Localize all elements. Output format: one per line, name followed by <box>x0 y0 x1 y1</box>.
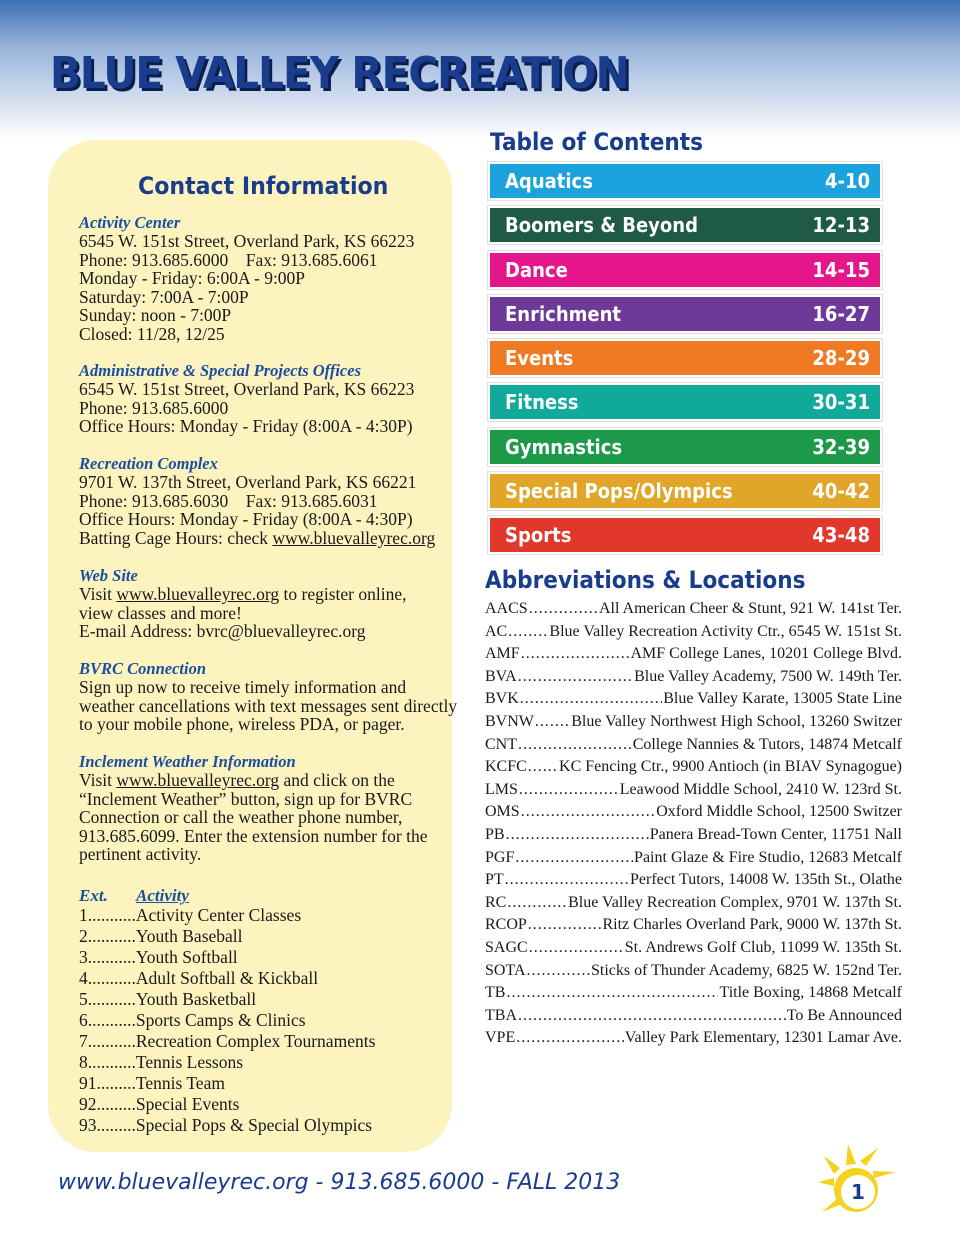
abbreviation-location: AMF College Lanes, 10201 College Blvd. <box>630 645 902 663</box>
abbreviation-code: SAGC <box>485 938 528 956</box>
website-link[interactable]: www.bluevalleyrec.org <box>272 527 436 548</box>
toc-item <box>488 339 882 377</box>
text-suffix: and click on the <box>279 770 395 790</box>
page-title: BLUE VALLEY RECREATION <box>50 48 629 99</box>
abbreviation-code: VPE <box>485 1029 516 1047</box>
section-title: BVRC Connection <box>79 659 206 678</box>
abbreviations-heading: Abbreviations & Locations <box>485 566 806 594</box>
abbreviation-row <box>485 1029 902 1052</box>
extension-row <box>79 926 451 947</box>
address-line: 6545 W. 151st Street, Overland Park, KS 66223 <box>79 231 415 251</box>
extension-activity: Activity Center Classes <box>135 905 302 925</box>
abbreviation-row <box>485 849 902 872</box>
leader-dots <box>521 803 656 821</box>
abbreviation-row <box>485 713 902 736</box>
extension-number: 1........... <box>79 905 136 925</box>
leader-dots <box>520 690 662 708</box>
body-line <box>79 771 451 790</box>
extension-row <box>79 1115 451 1136</box>
extension-number: 92......... <box>79 1094 136 1114</box>
abbreviation-code: SOTA <box>485 961 526 979</box>
abbreviation-row <box>485 939 902 962</box>
toc-item <box>488 295 882 333</box>
toc-heading: Table of Contents <box>490 128 703 156</box>
abbreviation-location: All American Cheer & Stunt, 921 W. 141st Ter. <box>598 600 902 617</box>
abbreviation-row <box>485 826 902 849</box>
abbreviation-code: TB <box>485 984 506 1002</box>
abbreviation-code: BVK <box>485 690 519 708</box>
extension-activity: Sports Camps & Clinics <box>135 1010 306 1030</box>
abbreviation-location: Blue Valley Karate, 13005 State Line <box>663 690 902 708</box>
toc-item-pages: 32-39 <box>812 434 870 459</box>
toc-item-label: Gymnastics <box>505 434 623 459</box>
abbreviation-location: Panera Bread-Town Center, 11751 Nall <box>649 825 902 843</box>
toc-item-label: Aquatics <box>505 169 593 193</box>
body-line: “Inclement Weather” button, sign up for BVRC <box>79 788 413 809</box>
extension-activity: Youth Baseball <box>135 926 243 946</box>
toc-item <box>488 162 882 200</box>
toc-item <box>488 428 882 466</box>
abbreviation-row <box>485 1007 902 1030</box>
hours-line: Office Hours: Monday - Friday (8:00A - 4:30P) <box>79 509 413 530</box>
leader-dots <box>527 962 591 980</box>
abbreviation-row <box>485 962 902 985</box>
toc-item-pages: 12-13 <box>812 213 870 238</box>
abbreviation-location: Valley Park Elementary, 12301 Lamar Ave. <box>624 1029 902 1047</box>
abbreviation-location: To Be Announced <box>786 1006 902 1024</box>
leader-dots <box>529 939 624 957</box>
extension-number: 91......... <box>79 1073 136 1093</box>
toc-item-label: Boomers & Beyond <box>505 213 698 238</box>
extension-number: 5........... <box>79 989 136 1009</box>
abbreviation-code: BVNW <box>485 712 534 730</box>
toc-item-label: Events <box>505 346 574 371</box>
abbreviation-code: CNT <box>485 735 517 753</box>
leader-dots <box>518 1007 786 1025</box>
hours-line: Saturday: 7:00A - 7:00P <box>79 286 249 307</box>
leader-dots <box>535 713 570 731</box>
extension-list <box>79 886 451 1136</box>
abbreviation-row <box>485 690 902 713</box>
abbreviation-location: Perfect Tutors, 14008 W. 135th St., Olathe <box>629 871 902 889</box>
abbreviation-row <box>485 736 902 759</box>
website-section <box>79 567 451 641</box>
extension-row <box>79 947 451 968</box>
abbreviation-row <box>485 803 902 826</box>
abbreviation-row <box>485 668 902 691</box>
leader-dots <box>508 623 548 641</box>
leader-dots <box>505 871 629 889</box>
abbreviation-code: AC <box>485 622 508 640</box>
leader-dots <box>515 849 633 867</box>
abbreviation-row <box>485 600 902 623</box>
leader-dots <box>528 916 602 934</box>
phone-line: Phone: 913.685.6000 <box>79 397 229 418</box>
abbreviation-code: LMS <box>485 780 518 798</box>
extension-activity: Recreation Complex Tournaments <box>135 1031 376 1051</box>
sun-icon <box>808 1142 900 1224</box>
batting-line <box>79 529 451 548</box>
batting-prefix: Batting Cage Hours: check <box>79 527 273 548</box>
extension-activity: Tennis Lessons <box>135 1052 244 1072</box>
toc-item-pages: 16-27 <box>812 301 870 326</box>
extension-row <box>79 905 451 926</box>
abbreviation-code: RC <box>485 893 507 911</box>
phone-line: Phone: 913.685.6000 Fax: 913.685.6061 <box>79 249 378 270</box>
abbreviation-code: PB <box>485 825 505 843</box>
abbreviation-location: Sticks of Thunder Academy, 6825 W. 152nd Ter. <box>591 961 902 979</box>
body-line: to your mobile phone, wireless PDA, or pager. <box>79 714 405 735</box>
extension-row <box>79 1010 451 1031</box>
extension-activity: Tennis Team <box>135 1073 225 1093</box>
toc-item-label: Sports <box>505 523 572 548</box>
abbreviation-code: AMF <box>485 645 520 663</box>
extension-row <box>79 1094 451 1115</box>
toc-item-label: Enrichment <box>505 301 622 326</box>
abbreviation-row <box>485 916 902 939</box>
body-line: pertinent activity. <box>79 844 202 865</box>
abbreviation-location: KC Fencing Ctr., 9900 Antioch (in BIAV Synagogue) <box>559 758 902 776</box>
extension-row <box>79 1073 451 1094</box>
address-line: 6545 W. 151st Street, Overland Park, KS 66223 <box>79 379 415 399</box>
abbreviation-location: St. Andrews Golf Club, 11099 W. 135th St. <box>624 938 902 956</box>
website-link[interactable]: www.bluevalleyrec.org <box>116 770 280 790</box>
abbreviation-row <box>485 645 902 668</box>
text-prefix: Visit <box>79 584 117 604</box>
abbreviation-code: RCOP <box>485 916 527 934</box>
extension-activity: Youth Basketball <box>135 989 257 1009</box>
section-title: Administrative & Special Projects Offices <box>79 361 361 380</box>
abbreviation-location: Blue Valley Recreation Complex, 9701 W. 137th St. <box>568 893 902 911</box>
leader-dots <box>528 758 558 776</box>
toc-item-pages: 40-42 <box>812 479 870 504</box>
abbreviation-location: Paint Glaze & Fire Studio, 12683 Metcalf <box>634 848 902 866</box>
section-title: Inclement Weather Information <box>79 752 296 771</box>
toc-item <box>488 516 882 554</box>
abbreviation-code: AACS <box>485 600 528 617</box>
leader-dots <box>518 668 633 686</box>
activity-center-section <box>79 214 451 344</box>
abbreviation-location: College Nannies & Tutors, 14874 Metcalf <box>632 735 902 753</box>
toc-item <box>488 206 882 244</box>
extension-activity: Special Pops & Special Olympics <box>135 1115 373 1135</box>
rec-complex-section <box>79 455 451 547</box>
abbreviation-code: PGF <box>485 848 515 866</box>
section-title: Recreation Complex <box>79 454 218 473</box>
extension-number: 3........... <box>79 947 136 967</box>
activity-column-header: Activity <box>136 886 189 905</box>
extension-header <box>79 886 451 905</box>
abbreviation-code: PT <box>485 871 504 889</box>
abbreviation-row <box>485 623 902 646</box>
toc-item-pages: 14-15 <box>812 257 870 282</box>
extension-row <box>79 989 451 1010</box>
toc-item-pages: 30-31 <box>812 390 870 415</box>
extension-row <box>79 968 451 989</box>
abbreviation-location: Blue Valley Recreation Activity Ctr., 6545 W. 151st St. <box>549 622 902 640</box>
extension-row <box>79 1052 451 1073</box>
abbreviation-code: TBA <box>485 1006 517 1024</box>
contact-heading: Contact Information <box>138 172 389 200</box>
extension-number: 4........... <box>79 968 136 988</box>
page-number: 1 <box>851 1180 865 1204</box>
toc-item-label: Dance <box>505 257 568 282</box>
extension-number: 6........... <box>79 1010 136 1030</box>
toc-item <box>488 251 882 289</box>
section-title: Activity Center <box>79 213 181 232</box>
toc-item <box>488 383 882 421</box>
website-line: view classes and more! <box>79 602 242 623</box>
leader-dots <box>506 984 718 1002</box>
leader-dots <box>529 600 598 618</box>
leader-dots <box>518 736 632 754</box>
text-suffix: to register online, <box>279 584 407 604</box>
email-line: E-mail Address: bvrc@bluevalleyrec.org <box>79 621 366 642</box>
hours-line: Sunday: noon - 7:00P <box>79 305 232 326</box>
toc-list <box>488 162 882 561</box>
abbreviation-row <box>485 781 902 804</box>
extension-activity: Adult Softball & Kickball <box>135 968 319 988</box>
toc-item-pages: 43-48 <box>812 523 870 548</box>
closed-line: Closed: 11/28, 12/25 <box>79 323 225 344</box>
abbreviation-location: Leawood Middle School, 2410 W. 123rd St. <box>619 780 902 798</box>
extension-number: 7........... <box>79 1031 136 1051</box>
extension-activity: Youth Softball <box>135 947 238 967</box>
body-line: weather cancellations with text messages sent directly <box>79 695 458 716</box>
toc-item-pages: 28-29 <box>812 346 870 371</box>
phone-line: Phone: 913.685.6030 Fax: 913.685.6031 <box>79 490 378 511</box>
abbreviations-list <box>485 600 902 1052</box>
abbreviation-location: Title Boxing, 14868 Metcalf <box>719 984 902 1002</box>
body-line: 913.685.6099. Enter the extension number for the <box>79 825 428 846</box>
hours-line: Office Hours: Monday - Friday (8:00A - 4:30P) <box>79 416 413 437</box>
toc-item-label: Special Pops/Olympics <box>505 479 733 504</box>
extension-rows <box>79 905 451 1136</box>
leader-dots <box>519 781 619 799</box>
abbreviation-row <box>485 984 902 1007</box>
website-line <box>79 585 451 604</box>
extension-number: 93......... <box>79 1115 136 1135</box>
hours-line: Monday - Friday: 6:00A - 9:00P <box>79 268 306 289</box>
abbreviation-location: Blue Valley Northwest High School, 13260 Switzer <box>571 712 902 730</box>
leader-dots <box>516 1029 624 1047</box>
extension-row <box>79 1031 451 1052</box>
extension-number: 8........... <box>79 1052 136 1072</box>
abbreviation-location: Ritz Charles Overland Park, 9000 W. 137th St. <box>602 916 902 934</box>
abbreviation-location: Oxford Middle School, 12500 Switzer <box>656 803 902 821</box>
address-line: 9701 W. 137th Street, Overland Park, KS 66221 <box>79 472 417 492</box>
website-link[interactable]: www.bluevalleyrec.org <box>116 584 280 604</box>
abbreviation-code: BVA <box>485 667 517 685</box>
extension-number: 2........... <box>79 926 136 946</box>
abbreviation-row <box>485 758 902 781</box>
weather-section <box>79 753 451 864</box>
leader-dots <box>507 894 567 912</box>
abbreviation-row <box>485 894 902 917</box>
admin-section <box>79 362 451 436</box>
abbreviation-code: OMS <box>485 803 520 821</box>
abbreviation-row <box>485 871 902 894</box>
leader-dots <box>506 826 649 844</box>
text-prefix: Visit <box>79 770 117 790</box>
toc-item-label: Fitness <box>505 390 579 415</box>
abbreviation-location: Blue Valley Academy, 7500 W. 149th Ter. <box>634 667 902 685</box>
footer-text: www.bluevalleyrec.org - 913.685.6000 - FALL 2013 <box>58 1170 621 1195</box>
ext-column-header: Ext. <box>79 886 108 905</box>
body-line: Sign up now to receive timely information and <box>79 677 407 697</box>
bvrc-connection-section <box>79 659 458 735</box>
toc-item-pages: 4-10 <box>824 169 870 193</box>
body-line: Connection or call the weather phone number, <box>79 807 403 828</box>
toc-item <box>488 472 882 510</box>
section-title: Web Site <box>79 566 138 585</box>
extension-activity: Special Events <box>135 1094 240 1114</box>
abbreviation-code: KCFC <box>485 758 527 776</box>
leader-dots <box>521 645 630 663</box>
